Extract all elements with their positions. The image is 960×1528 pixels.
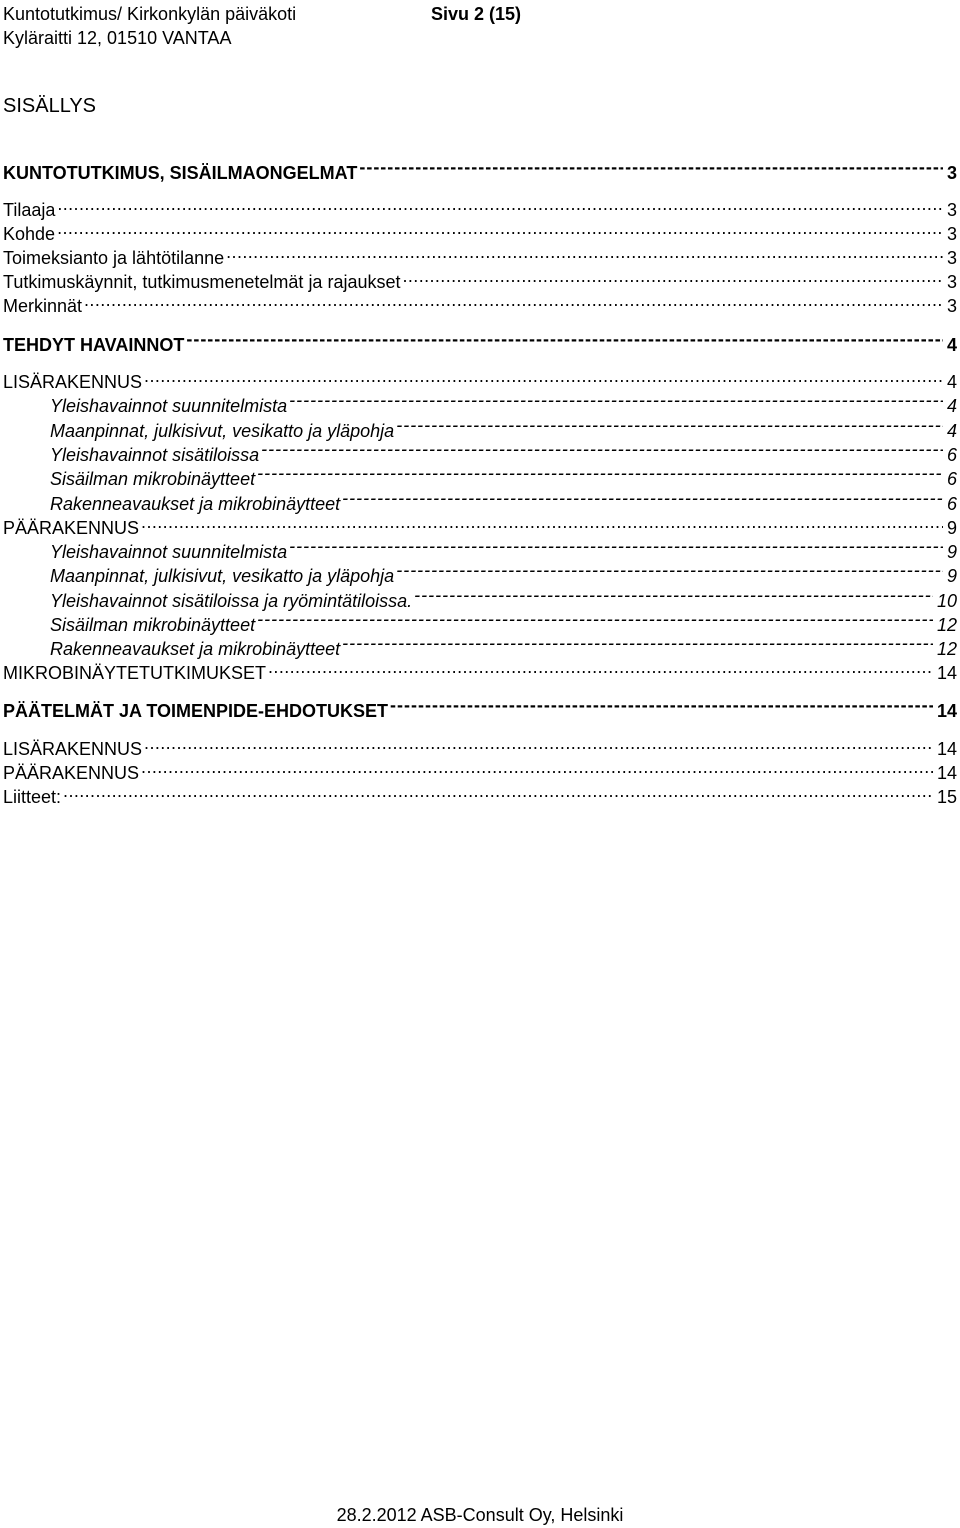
toc-entry-text: Tutkimuskäynnit, tutkimusmenetelmät ja rajaukset — [3, 272, 401, 292]
toc-entry-paa-sisailman-mikrobinaytteet[interactable] — [50, 607, 957, 635]
toc-entry-toimeksianto[interactable] — [3, 240, 957, 268]
toc-entry-paatelmat-lisarakennus[interactable] — [3, 731, 957, 759]
toc-leader — [57, 216, 943, 240]
document-title: Kuntotutkimus/ Kirkonkylän päiväkoti — [3, 4, 297, 24]
toc-leader — [359, 155, 943, 179]
document-address: Kyläraitti 12, 01510 VANTAA — [3, 28, 232, 48]
toc-entry-text: Merkinnät — [3, 296, 83, 316]
toc-entry-lisa-sisailman-mikrobinaytteet[interactable] — [50, 461, 957, 489]
toc-entry-page: 14 — [936, 739, 957, 759]
toc-entry-tehdyt-havainnot[interactable] — [3, 327, 957, 355]
toc-leader — [261, 437, 943, 461]
header-row-title — [3, 2, 953, 26]
header-row-address — [3, 26, 953, 50]
toc-entry-paarakennus[interactable] — [3, 510, 957, 538]
toc-leader — [396, 413, 943, 437]
toc-entry-mikrobinaytetutkimukset[interactable] — [3, 655, 957, 683]
toc-leader — [226, 240, 943, 264]
toc-entry-page: 9 — [946, 542, 957, 562]
toc-leader — [396, 558, 943, 582]
toc-entry-paatelmat-paarakennus[interactable] — [3, 755, 957, 783]
toc-entry-paa-yleishavainnot-sisatiloissa[interactable] — [50, 583, 957, 611]
toc-entry-text: KUNTOTUTKIMUS, SISÄILMAONGELMAT — [3, 163, 358, 183]
toc-leader — [141, 510, 943, 534]
toc-entry-text: Toimeksianto ja lähtötilanne — [3, 248, 225, 268]
toc-entry-tilaaja[interactable] — [3, 192, 957, 220]
page-number-label: Sivu 2 (15) — [431, 4, 522, 24]
toc-leader — [268, 655, 933, 679]
toc-entry-text: Maanpinnat, julkisivut, vesikatto ja yläpohja — [50, 566, 395, 586]
toc-entry-page: 3 — [946, 224, 957, 244]
toc-entry-merkinnat[interactable] — [3, 288, 957, 316]
toc-title: SISÄLLYS — [3, 95, 97, 117]
toc-leader — [144, 731, 933, 755]
toc-entry-page: 12 — [936, 615, 957, 635]
toc-leader — [390, 693, 933, 717]
toc-entry-lisa-yleishavainnot-suunnitelmista[interactable] — [50, 388, 957, 416]
toc-entry-kuntotutkimus[interactable] — [3, 155, 957, 183]
toc-leader — [257, 607, 933, 631]
toc-entry-text: Sisäilman mikrobinäytteet — [50, 615, 256, 635]
toc-leader — [257, 461, 943, 485]
toc-entry-page: 3 — [946, 248, 957, 268]
toc-entry-text: MIKROBINÄYTETUTKIMUKSET — [3, 663, 267, 683]
toc-entry-text: PÄÄRAKENNUS — [3, 763, 140, 783]
toc-leader — [342, 486, 943, 510]
toc-entry-text: Maanpinnat, julkisivut, vesikatto ja yläpohja — [50, 421, 395, 441]
toc-leader — [414, 583, 933, 607]
toc-entry-page: 6 — [946, 469, 957, 489]
toc-entry-page: 4 — [946, 396, 957, 416]
toc-entry-text: PÄÄRAKENNUS — [3, 518, 140, 538]
toc-entry-page: 6 — [946, 445, 957, 465]
toc-entry-page: 10 — [936, 591, 957, 611]
toc-leader — [144, 364, 943, 388]
toc-entry-text: Rakenneavaukset ja mikrobinäytteet — [50, 639, 341, 659]
toc-entry-tutkimuskaynnit[interactable] — [3, 264, 957, 292]
toc-leader — [186, 327, 943, 351]
toc-entry-lisarakennus[interactable] — [3, 364, 957, 392]
toc-entry-page: 4 — [946, 372, 957, 392]
toc-entry-lisa-rakenneavaukset[interactable] — [50, 486, 957, 514]
toc-entry-paa-yleishavainnot-suunnitelmista[interactable] — [50, 534, 957, 562]
toc-entry-page: 14 — [936, 663, 957, 683]
toc-entry-page: 14 — [936, 763, 957, 783]
toc-entry-page: 15 — [936, 787, 957, 807]
toc-entry-paa-maanpinnat[interactable] — [50, 558, 957, 586]
toc-leader — [63, 779, 933, 803]
toc-entry-liitteet[interactable] — [3, 779, 957, 807]
toc-entry-text: Sisäilman mikrobinäytteet — [50, 469, 256, 489]
toc-entry-page: 9 — [946, 566, 957, 586]
page-header — [3, 2, 953, 50]
toc-entry-text: Yleishavainnot suunnitelmista — [50, 396, 288, 416]
toc-entry-text: Tilaaja — [3, 200, 56, 220]
page-footer: 28.2.2012 ASB-Consult Oy, Helsinki — [336, 1505, 624, 1525]
toc-entry-page: 4 — [946, 335, 957, 355]
toc-entry-page: 4 — [946, 421, 957, 441]
toc-entry-text: Yleishavainnot suunnitelmista — [50, 542, 288, 562]
toc-entry-page: 6 — [946, 494, 957, 514]
toc-entry-text: LISÄRAKENNUS — [3, 739, 143, 759]
toc-entry-page: 3 — [946, 163, 957, 183]
toc-entry-paatelmat[interactable] — [3, 693, 957, 721]
toc-entry-lisa-maanpinnat[interactable] — [50, 413, 957, 441]
toc-leader — [141, 755, 933, 779]
toc-entry-lisa-yleishavainnot-sisatiloissa[interactable] — [50, 437, 957, 465]
toc-entry-text: LISÄRAKENNUS — [3, 372, 143, 392]
toc-entry-page: 3 — [946, 272, 957, 292]
toc-entry-page: 9 — [946, 518, 957, 538]
toc-entry-text: PÄÄTELMÄT JA TOIMENPIDE-EHDOTUKSET — [3, 701, 389, 721]
toc-entry-kohde[interactable] — [3, 216, 957, 244]
toc-entry-page: 3 — [946, 200, 957, 220]
toc-entry-paa-rakenneavaukset[interactable] — [50, 631, 957, 659]
toc-entry-page: 14 — [936, 701, 957, 721]
toc-leader — [84, 288, 943, 312]
toc-entry-page: 12 — [936, 639, 957, 659]
toc-leader — [57, 192, 943, 216]
toc-leader — [342, 631, 933, 655]
toc-entry-text: Rakenneavaukset ja mikrobinäytteet — [50, 494, 341, 514]
toc-entry-text: Yleishavainnot sisätiloissa ja ryömintätiloissa. — [50, 591, 413, 611]
toc-leader — [289, 534, 943, 558]
toc-entry-text: TEHDYT HAVAINNOT — [3, 335, 185, 355]
toc-entry-text: Liitteet: — [3, 787, 62, 807]
toc-entry-text: Yleishavainnot sisätiloissa — [50, 445, 260, 465]
toc-entry-page: 3 — [946, 296, 957, 316]
toc-entry-text: Kohde — [3, 224, 56, 244]
toc-leader — [403, 264, 943, 288]
toc-leader — [289, 388, 943, 412]
